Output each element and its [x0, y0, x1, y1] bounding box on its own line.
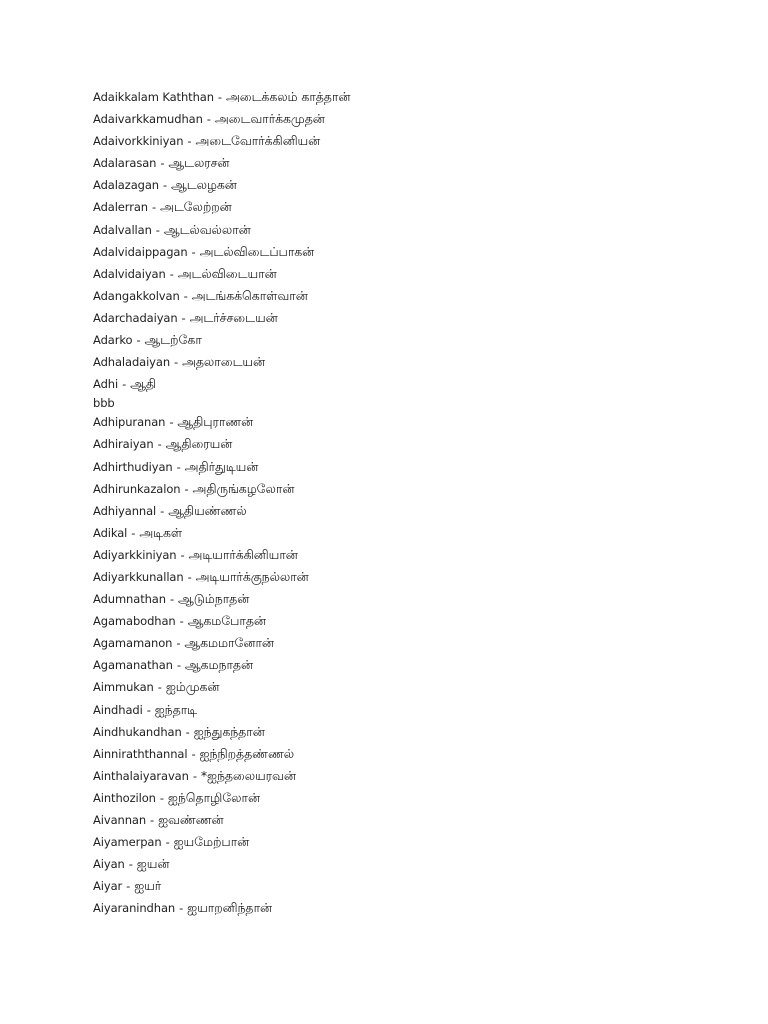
list-item [93, 654, 350, 676]
tamil-name: அடியார்க்கினியான் [188, 546, 298, 562]
list-item [93, 522, 350, 544]
latin-name: Adiyarkkunallan [93, 569, 184, 584]
list-item [93, 676, 350, 698]
separator: - [128, 857, 133, 872]
list-item [93, 395, 350, 411]
tamil-name: அடியார்க்குநல்லான் [195, 568, 309, 584]
list-item [93, 610, 350, 632]
list-item [93, 86, 350, 108]
latin-name: Adalerran [93, 200, 148, 215]
latin-name: bbb [93, 396, 115, 411]
tamil-name: அடைவார்க்கமுதன் [214, 111, 325, 127]
list-item [93, 196, 350, 218]
tamil-name: ஆகமமானோன் [184, 635, 274, 651]
separator: - [165, 835, 170, 850]
separator: - [160, 503, 165, 518]
separator: - [157, 680, 162, 695]
latin-name: Adarchadaiyan [93, 310, 178, 325]
separator: - [192, 768, 197, 783]
list-item [93, 743, 350, 765]
separator: - [183, 288, 188, 303]
separator: - [131, 525, 136, 540]
separator: - [191, 746, 196, 761]
separator: - [162, 178, 168, 193]
tamil-name: ஆதிரையன் [165, 436, 233, 452]
latin-name: Adaivorkkiniyan [93, 134, 184, 149]
tamil-name: ஐயமேற்பான் [173, 834, 250, 850]
separator: - [176, 658, 181, 673]
tamil-name: அதிர்துடியன் [184, 458, 259, 474]
list-item [93, 588, 350, 610]
separator: - [180, 547, 185, 562]
latin-name: Agamamanon [93, 636, 173, 651]
list-item [93, 566, 350, 588]
list-item [93, 787, 350, 809]
list-item [93, 152, 350, 174]
latin-name: Aivannan [93, 813, 147, 827]
tamil-name: ஆகமநாதன் [184, 657, 253, 673]
list-item [93, 130, 350, 152]
separator: - [179, 901, 184, 916]
tamil-name: ஆடற்கோ [144, 332, 202, 348]
separator: - [174, 355, 179, 370]
separator: - [169, 266, 174, 281]
latin-name: Agamabodhan [93, 614, 176, 629]
separator: - [181, 310, 186, 325]
list-item [93, 307, 350, 329]
latin-name: Adhipuranan [93, 415, 166, 430]
list-item [93, 433, 350, 455]
separator: - [150, 813, 155, 827]
tamil-name: ஐம்முகன் [165, 679, 220, 695]
separator: - [157, 437, 162, 452]
tamil-name: ஆடும்நாதன் [178, 591, 250, 607]
tamil-name: ஆதியண்ணல் [168, 502, 247, 518]
list-item [93, 329, 350, 351]
list-item [93, 897, 350, 919]
tamil-name: அடங்கக்கொள்வான் [191, 287, 308, 303]
tamil-name: ஆடல்வல்லான் [163, 221, 251, 237]
separator: - [136, 333, 141, 348]
tamil-name: ஐவண்ணன் [158, 812, 224, 827]
list-item [93, 351, 350, 373]
tamil-name: ஐயர் [134, 878, 162, 894]
latin-name: Aiyar [93, 879, 123, 894]
list-item [93, 544, 350, 566]
latin-name: Aiyan [93, 857, 125, 872]
list-item [93, 263, 350, 285]
list-item [93, 219, 350, 241]
tamil-name: அடல்விடைப்பாகன் [199, 243, 315, 259]
separator: - [155, 222, 160, 237]
separator: - [151, 200, 157, 215]
latin-name: Adikal [93, 525, 128, 540]
list-item [93, 809, 350, 831]
separator: - [176, 459, 181, 474]
separator: - [146, 702, 151, 717]
list-item [93, 373, 350, 395]
latin-name: Adalazagan [93, 178, 159, 193]
latin-name: Adalarasan [93, 156, 157, 171]
list-item [93, 831, 350, 853]
separator: - [217, 90, 222, 104]
separator: - [179, 614, 184, 629]
list-item [93, 875, 350, 897]
tamil-name: ஆதிபுராணன் [177, 414, 254, 430]
list-item [93, 765, 350, 787]
name-list [93, 86, 350, 919]
latin-name: Ainthozilon [93, 790, 156, 805]
separator: - [169, 592, 174, 607]
latin-name: Aiyaranindhan [93, 901, 176, 916]
latin-name: Aindhadi [93, 702, 143, 717]
latin-name: Adhiyannal [93, 503, 157, 518]
latin-name: Adaivarkkamudhan [93, 112, 203, 127]
separator: - [160, 156, 165, 171]
latin-name: Adaikkalam Kaththan [93, 90, 214, 104]
list-item [93, 411, 350, 433]
latin-name: Adhiraiyan [93, 437, 154, 452]
tamil-name: அடிகள் [139, 524, 183, 540]
tamil-name: ஆடலரசன் [168, 155, 230, 171]
separator: - [126, 879, 131, 894]
list-item [93, 456, 350, 478]
latin-name: Agamanathan [93, 658, 173, 673]
tamil-name: அடைவோர்க்கினியன் [195, 133, 321, 149]
list-item [93, 632, 350, 654]
latin-name: Adangakkolvan [93, 288, 180, 303]
tamil-name: ஐந்நிறத்தண்ணல் [199, 745, 295, 761]
latin-name: Ainthalaiyaravan [93, 768, 189, 783]
tamil-name: அடர்ச்சடையன் [189, 309, 278, 325]
tamil-name: ஐந்தாடி [154, 701, 198, 717]
tamil-name: அடல்விடையான் [177, 265, 277, 281]
separator: - [185, 724, 190, 739]
latin-name: Adalvidaiyan [93, 266, 166, 281]
separator: - [206, 112, 211, 127]
list-item [93, 108, 350, 130]
list-item [93, 699, 350, 721]
separator: - [169, 415, 174, 430]
latin-name: Adiyarkkiniyan [93, 547, 177, 562]
tamil-name: ஐயாறனிந்தான் [187, 900, 273, 916]
tamil-name: ஐயன் [136, 856, 170, 872]
separator: - [176, 636, 181, 651]
latin-name: Aimmukan [93, 680, 154, 695]
tamil-name: *ஐந்தலையரவன் [200, 767, 296, 783]
latin-name: Adhi [93, 377, 119, 392]
latin-name: Adalvallan [93, 222, 152, 237]
latin-name: Adhirunkazalon [93, 481, 181, 496]
separator: - [159, 790, 164, 805]
latin-name: Adhaladaiyan [93, 355, 171, 370]
list-item [93, 285, 350, 307]
tamil-name: ஐந்தொழிலோன் [167, 789, 260, 805]
separator: - [184, 481, 189, 496]
tamil-name: ஆதி [130, 376, 156, 392]
separator: - [187, 569, 192, 584]
separator: - [187, 134, 192, 149]
list-item [93, 174, 350, 196]
tamil-name: அதிருங்கழலோன் [192, 480, 295, 496]
latin-name: Ainniraththannal [93, 746, 188, 761]
tamil-name: அதலாடையன் [182, 354, 266, 370]
latin-name: Adalvidaippagan [93, 244, 188, 259]
latin-name: Adarko [93, 333, 133, 348]
latin-name: Adhirthudiyan [93, 459, 173, 474]
list-item [93, 478, 350, 500]
latin-name: Aiyamerpan [93, 835, 162, 850]
list-item [93, 853, 350, 875]
tamil-name: அடலேற்றன் [160, 199, 232, 215]
separator: - [122, 377, 127, 392]
list-item [93, 500, 350, 522]
tamil-name: ஆகமபோதன் [187, 613, 266, 629]
latin-name: Adumnathan [93, 592, 166, 607]
tamil-name: ஆடலழகன் [171, 177, 237, 193]
tamil-name: ஐந்துகந்தான் [193, 723, 265, 739]
separator: - [191, 244, 196, 259]
latin-name: Aindhukandhan [93, 724, 182, 739]
list-item [93, 241, 350, 263]
list-item [93, 721, 350, 743]
tamil-name: அடைக்கலம் காத்தான் [225, 89, 351, 104]
